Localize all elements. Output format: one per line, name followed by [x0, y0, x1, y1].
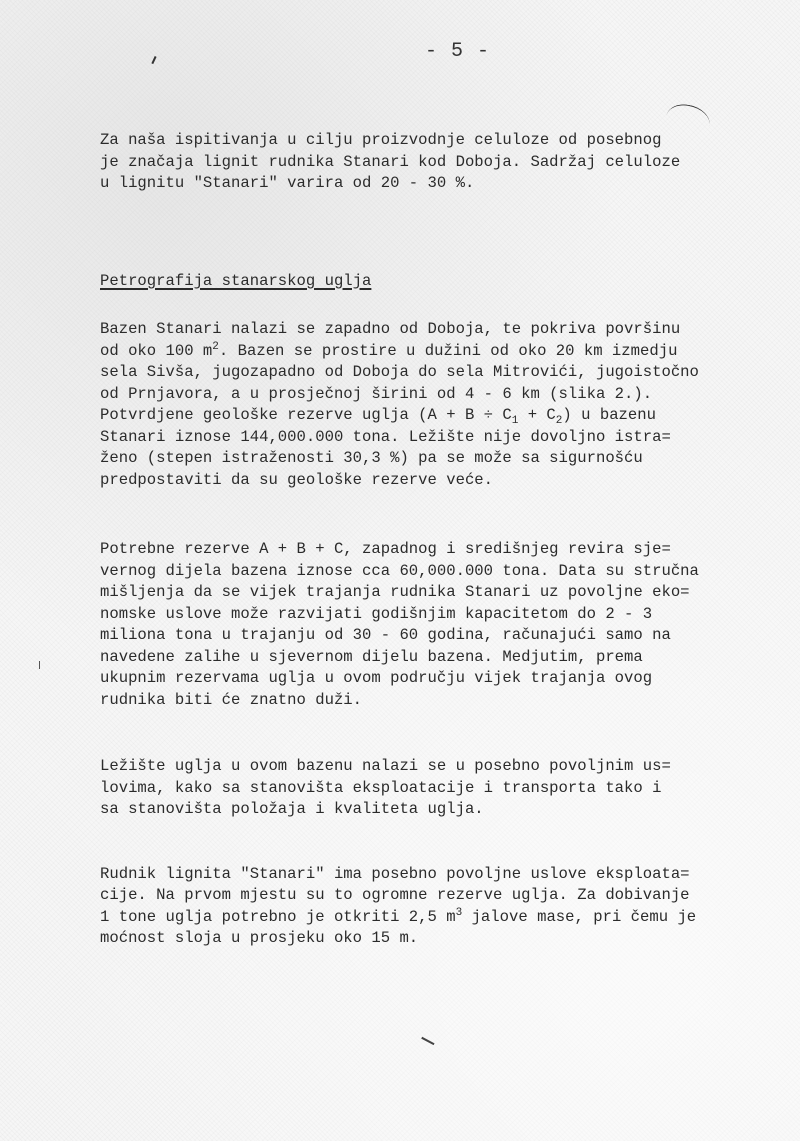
superscript: 3: [455, 906, 463, 919]
text-line: mišljenja da se vijek trajanja rudnika Stanari uz povoljne eko=: [100, 583, 690, 601]
text-line: Za naša ispitivanja u cilju proizvodnje celuloze od posebnog: [100, 131, 662, 149]
text-segment: . Bazen se prostire u dužini od oko 20 km izmedju: [218, 341, 678, 360]
text-line: [100, 341, 795, 363]
text-line: od Prnjavora, a u prosječnoj širini od 4 - 6 km (slika 2.).: [100, 384, 653, 403]
text-line: rudnika biti će znatno duži.: [100, 690, 363, 709]
section-heading: Petrografija stanarskog uglja: [100, 271, 372, 290]
text-line: Ležište uglja u ovom bazenu nalazi se u posebno povoljnim us=: [100, 757, 671, 775]
text-line: moćnost sloja u prosjeku oko 15 m.: [100, 929, 419, 947]
margin-mark: [39, 661, 40, 669]
superscript: 2: [212, 340, 219, 353]
stray-pen-mark: [151, 56, 156, 64]
text-segment: ) u bazenu: [562, 406, 656, 424]
text-line: sa stanovišta položaja i kvaliteta uglja.: [100, 800, 484, 818]
text-line: Rudnik lignita "Stanari" ima posebno povoljne uslove eksploata=: [100, 864, 690, 883]
basin-description-paragraph: [100, 319, 795, 491]
text-line: Bazen Stanari nalazi se zapadno od Doboja, te pokriva površinu: [100, 320, 681, 338]
text-line: u lignitu "Stanari" varira od 20 - 30 %.: [100, 174, 475, 192]
text-line: miliona tona u trajanju od 30 - 60 godina, računajući samo na: [100, 626, 671, 644]
text-segment: Potvrdjene geološke rezerve uglja (A + B ÷ C: [100, 406, 512, 424]
subscript: 2: [555, 415, 563, 427]
text-segment: 1 tone uglja potrebno je otkriti 2,5 m: [100, 907, 456, 926]
text-line: Stanari iznose 144,000.000 tona. Ležište nije dovoljno istra=: [100, 427, 671, 446]
text-segment: jalove mase, pri čemu je: [462, 907, 697, 926]
reserves-paragraph: [100, 539, 795, 711]
text-line: cije. Na prvom mjestu su to ogromne rezerve uglja. Za dobivanje: [100, 886, 690, 904]
text-segment: + C: [518, 406, 556, 424]
intro-paragraph: [100, 130, 795, 195]
text-line: [100, 907, 795, 929]
stray-pen-mark-bottom: [421, 1037, 434, 1045]
document-body: [100, 130, 795, 950]
text-line: ženo (stepen istraženosti 30,3 %) pa se može sa sigurnošću: [100, 449, 643, 467]
text-line: vernog dijela bazena iznose cca 60,000.000 tona. Data su stručna: [100, 561, 699, 580]
mine-exploitation-paragraph: [100, 864, 795, 950]
text-line: predpostaviti da su geološke rezerve veće.: [100, 470, 494, 489]
text-line: [100, 405, 795, 427]
text-segment: od oko 100 m: [100, 341, 213, 360]
subscript: 1: [511, 415, 519, 427]
text-line: lovima, kako sa stanovišta eksploatacije i transporta tako i: [100, 778, 662, 797]
deposit-conditions-paragraph: [100, 756, 795, 821]
text-line: Potrebne rezerve A + B + C, zapadnog i središnjeg revira sje=: [100, 540, 671, 558]
text-line: nomske uslove može razvijati godišnjim kapacitetom do 2 - 3: [100, 604, 653, 623]
text-line: navedene zalihe u sjevernom dijelu bazena. Medjutim, prema: [100, 647, 643, 666]
text-line: sela Sivša, jugozapadno od Doboja do sela Mitrovići, jugoistočno: [100, 363, 699, 381]
text-line: ukupnim rezervama uglja u ovom području vijek trajanja ovog: [100, 669, 653, 687]
page-number: - 5 -: [425, 40, 491, 63]
text-line: je značaja lignit rudnika Stanari kod Doboja. Sadržaj celuloze: [100, 152, 681, 171]
